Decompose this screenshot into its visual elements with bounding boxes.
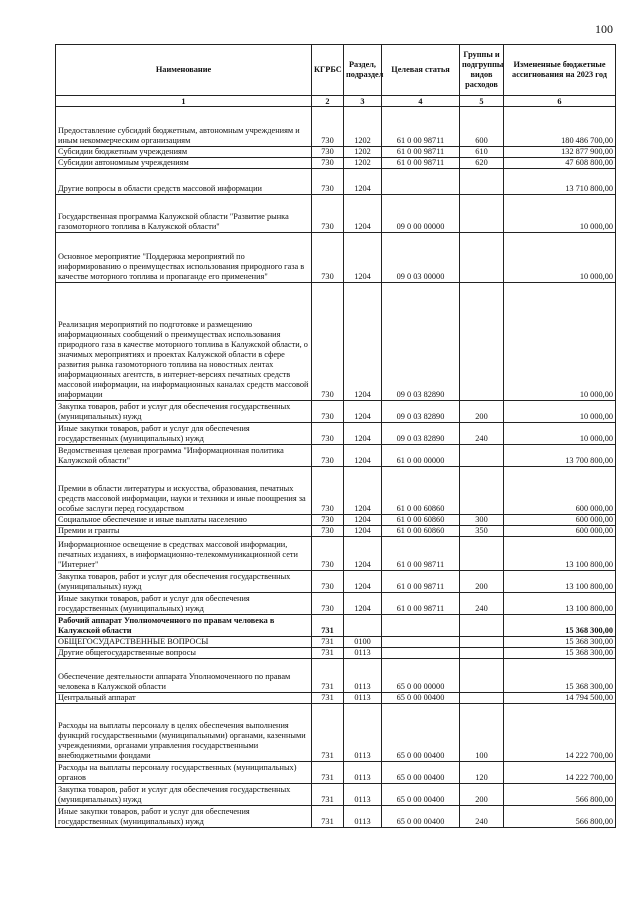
cell-name: Премии и гранты [56,526,312,537]
cell-kgrbs: 731 [312,806,344,828]
cell-name: Обеспечение деятельности аппарата Уполномоченного по правам человека в Калужской области [56,659,312,693]
cell-target: 61 0 00 60860 [382,515,460,526]
cell-amount: 132 877 900,00 [504,147,616,158]
cell-kgrbs: 730 [312,233,344,283]
cell-kgrbs: 731 [312,637,344,648]
cell-name: Государственная программа Калужской области "Развитие рынка газомоторного топлива в Калужской области" [56,195,312,233]
cell-target: 65 0 00 00400 [382,784,460,806]
cell-name: Премии в области литературы и искусства, образования, печатных средств массовой информации, науки и техники и иные поощрения за особые заслуги перед государством [56,467,312,515]
table-row [56,537,616,571]
cell-kgrbs: 731 [312,659,344,693]
cell-kgrbs: 730 [312,195,344,233]
budget-table [55,44,616,828]
table-row [56,648,616,659]
cell-amount: 14 222 700,00 [504,762,616,784]
cell-expense-group [460,283,504,401]
cell-kgrbs: 730 [312,571,344,593]
cell-expense-group: 620 [460,158,504,169]
cell-amount: 14 222 700,00 [504,704,616,762]
cell-target: 09 0 00 00000 [382,195,460,233]
cell-expense-group [460,615,504,637]
cell-target: 09 0 03 82890 [382,283,460,401]
cell-kgrbs: 731 [312,704,344,762]
cell-section: 1204 [344,526,382,537]
cell-section: 1204 [344,169,382,195]
cell-amount: 10 000,00 [504,401,616,423]
cell-expense-group: 300 [460,515,504,526]
cell-amount: 566 800,00 [504,784,616,806]
cell-name: Закупка товаров, работ и услуг для обеспечения государственных (муниципальных) нужд [56,401,312,423]
cell-name: Закупка товаров, работ и услуг для обеспечения государственных (муниципальных) нужд [56,571,312,593]
cell-name: Ведомственная целевая программа "Информационная политика Калужской области" [56,445,312,467]
cell-kgrbs: 730 [312,423,344,445]
cell-kgrbs: 730 [312,467,344,515]
cell-amount: 600 000,00 [504,467,616,515]
cell-target: 65 0 00 00400 [382,762,460,784]
cell-amount: 10 000,00 [504,283,616,401]
table-row [56,401,616,423]
cell-amount: 13 700 800,00 [504,445,616,467]
cell-section: 0113 [344,704,382,762]
cell-section: 0100 [344,637,382,648]
cell-target: 61 0 00 60860 [382,526,460,537]
cell-amount: 13 100 800,00 [504,537,616,571]
cell-target: 65 0 00 00400 [382,704,460,762]
column-number: 2 [312,96,344,107]
table-row [56,147,616,158]
cell-amount: 13 100 800,00 [504,593,616,615]
cell-amount: 14 794 500,00 [504,693,616,704]
cell-amount: 566 800,00 [504,806,616,828]
table-row [56,445,616,467]
cell-name: Закупка товаров, работ и услуг для обеспечения государственных (муниципальных) нужд [56,784,312,806]
header-amount: Измененные бюджетные ассигнования на 2023 год [504,45,616,96]
table-row [56,195,616,233]
cell-name: Иные закупки товаров, работ и услуг для обеспечения государственных (муниципальных) нужд [56,423,312,445]
cell-target: 61 0 00 98711 [382,107,460,147]
cell-section: 1204 [344,401,382,423]
cell-expense-group [460,648,504,659]
cell-expense-group: 100 [460,704,504,762]
cell-target: 61 0 00 98711 [382,158,460,169]
cell-kgrbs: 730 [312,158,344,169]
cell-section: 0113 [344,762,382,784]
cell-section: 0113 [344,784,382,806]
table-row [56,659,616,693]
cell-target [382,169,460,195]
cell-kgrbs: 730 [312,515,344,526]
cell-expense-group [460,169,504,195]
table-row [56,526,616,537]
cell-kgrbs: 731 [312,648,344,659]
cell-section: 1204 [344,233,382,283]
cell-target: 61 0 00 98711 [382,537,460,571]
cell-amount: 15 368 300,00 [504,659,616,693]
cell-kgrbs: 730 [312,283,344,401]
cell-name: Основное мероприятие "Поддержка мероприятий по информированию о преимуществах использования природного газа в качестве моторного топлива и пропаганде его применения" [56,233,312,283]
table-row [56,806,616,828]
cell-amount: 10 000,00 [504,233,616,283]
cell-amount: 15 368 300,00 [504,615,616,637]
cell-name: Рабочий аппарат Уполномоченного по правам человека в Калужской области [56,615,312,637]
table-row [56,233,616,283]
cell-amount: 15 368 300,00 [504,648,616,659]
cell-target: 65 0 00 00000 [382,659,460,693]
cell-amount: 47 608 800,00 [504,158,616,169]
header-name: Наименование [56,45,312,96]
table-row [56,515,616,526]
cell-section: 1202 [344,158,382,169]
cell-section: 0113 [344,659,382,693]
cell-kgrbs: 731 [312,693,344,704]
header-target: Целевая статья [382,45,460,96]
column-number: 4 [382,96,460,107]
cell-kgrbs: 730 [312,147,344,158]
cell-name: Другие вопросы в области средств массовой информации [56,169,312,195]
cell-expense-group: 610 [460,147,504,158]
cell-kgrbs: 731 [312,762,344,784]
cell-target: 09 0 03 82890 [382,423,460,445]
cell-name: Реализация мероприятий по подготовке и размещению информационных сообщений о преимуществах использования природного газа в качестве моторного топлива в Калужской области, о значимых мероприятиях и проектах Калужской области в сфере развития рынка газомоторного топлива на новостных лентах информационных агентств, в интернет-версиях печатных средств массовой информации, на информационных каналах средств массовой информации [56,283,312,401]
cell-kgrbs: 730 [312,526,344,537]
cell-target [382,648,460,659]
table-row [56,423,616,445]
cell-amount: 600 000,00 [504,526,616,537]
cell-name: Другие общегосударственные вопросы [56,648,312,659]
cell-section: 1204 [344,445,382,467]
cell-target: 61 0 00 98711 [382,571,460,593]
cell-amount: 180 486 700,00 [504,107,616,147]
cell-expense-group: 600 [460,107,504,147]
cell-name: Иные закупки товаров, работ и услуг для обеспечения государственных (муниципальных) нужд [56,593,312,615]
table-row [56,283,616,401]
cell-amount: 15 368 300,00 [504,637,616,648]
cell-section: 1204 [344,467,382,515]
cell-expense-group [460,233,504,283]
cell-name: ОБЩЕГОСУДАРСТВЕННЫЕ ВОПРОСЫ [56,637,312,648]
cell-section: 1204 [344,195,382,233]
cell-target: 65 0 00 00400 [382,806,460,828]
table-row [56,467,616,515]
cell-amount: 13 100 800,00 [504,571,616,593]
table-row [56,693,616,704]
cell-expense-group [460,445,504,467]
cell-kgrbs: 731 [312,615,344,637]
cell-target [382,637,460,648]
cell-kgrbs: 731 [312,784,344,806]
table-row [56,571,616,593]
cell-expense-group [460,659,504,693]
cell-target: 61 0 00 00000 [382,445,460,467]
cell-section: 1204 [344,537,382,571]
cell-section: 1202 [344,147,382,158]
cell-name: Субсидии автономным учреждениям [56,158,312,169]
cell-section: 1204 [344,515,382,526]
cell-kgrbs: 730 [312,401,344,423]
cell-expense-group: 240 [460,423,504,445]
cell-section: 1204 [344,283,382,401]
cell-kgrbs: 730 [312,593,344,615]
cell-target: 61 0 00 98711 [382,147,460,158]
table-row [56,615,616,637]
column-number: 5 [460,96,504,107]
cell-section: 1204 [344,593,382,615]
cell-expense-group [460,195,504,233]
cell-name: Расходы на выплаты персоналу в целях обеспечения выполнения функций государственными (муниципальными) органами, казенными учреждениями, органами управления государственными внебюджетными фондами [56,704,312,762]
page-number: 100 [595,22,613,36]
cell-expense-group [460,467,504,515]
column-number: 1 [56,96,312,107]
cell-section: 0113 [344,693,382,704]
cell-section [344,615,382,637]
cell-kgrbs: 730 [312,537,344,571]
cell-kgrbs: 730 [312,445,344,467]
cell-kgrbs: 730 [312,169,344,195]
table-row [56,762,616,784]
cell-expense-group: 120 [460,762,504,784]
table-row [56,158,616,169]
cell-name: Субсидии бюджетным учреждениям [56,147,312,158]
table-row [56,637,616,648]
cell-expense-group: 240 [460,593,504,615]
cell-target: 09 0 03 82890 [382,401,460,423]
cell-expense-group: 200 [460,784,504,806]
cell-name: Расходы на выплаты персоналу государственных (муниципальных) органов [56,762,312,784]
cell-kgrbs: 730 [312,107,344,147]
table-row [56,593,616,615]
cell-expense-group [460,637,504,648]
cell-target: 09 0 03 00000 [382,233,460,283]
cell-amount: 600 000,00 [504,515,616,526]
cell-expense-group: 240 [460,806,504,828]
cell-target [382,615,460,637]
cell-name: Социальное обеспечение и иные выплаты населению [56,515,312,526]
cell-expense-group: 350 [460,526,504,537]
table-body [56,107,616,828]
cell-expense-group [460,693,504,704]
cell-name: Иные закупки товаров, работ и услуг для обеспечения государственных (муниципальных) нужд [56,806,312,828]
cell-expense-group: 200 [460,571,504,593]
cell-section: 0113 [344,648,382,659]
table-row [56,704,616,762]
column-number: 6 [504,96,616,107]
cell-amount: 13 710 800,00 [504,169,616,195]
cell-expense-group: 200 [460,401,504,423]
cell-section: 1204 [344,423,382,445]
header-kgrbs: КГРБС [312,45,344,96]
header-expense-group: Группы и подгруппы видов расходов [460,45,504,96]
cell-section: 1202 [344,107,382,147]
cell-target: 65 0 00 00400 [382,693,460,704]
cell-name: Центральный аппарат [56,693,312,704]
table-row [56,107,616,147]
cell-name: Предоставление субсидий бюджетным, автономным учреждениям и иным некоммерческим организациям [56,107,312,147]
cell-amount: 10 000,00 [504,195,616,233]
column-number: 3 [344,96,382,107]
cell-target: 61 0 00 60860 [382,467,460,515]
table-row [56,169,616,195]
cell-section: 0113 [344,806,382,828]
cell-name: Информационное освещение в средствах массовой информации, печатных изданиях, в информационно-телекоммуникационной сети "Интернет" [56,537,312,571]
cell-section: 1204 [344,571,382,593]
header-section: Раздел, подраздел [344,45,382,96]
cell-amount: 10 000,00 [504,423,616,445]
table-row [56,784,616,806]
cell-target: 61 0 00 98711 [382,593,460,615]
cell-expense-group [460,537,504,571]
